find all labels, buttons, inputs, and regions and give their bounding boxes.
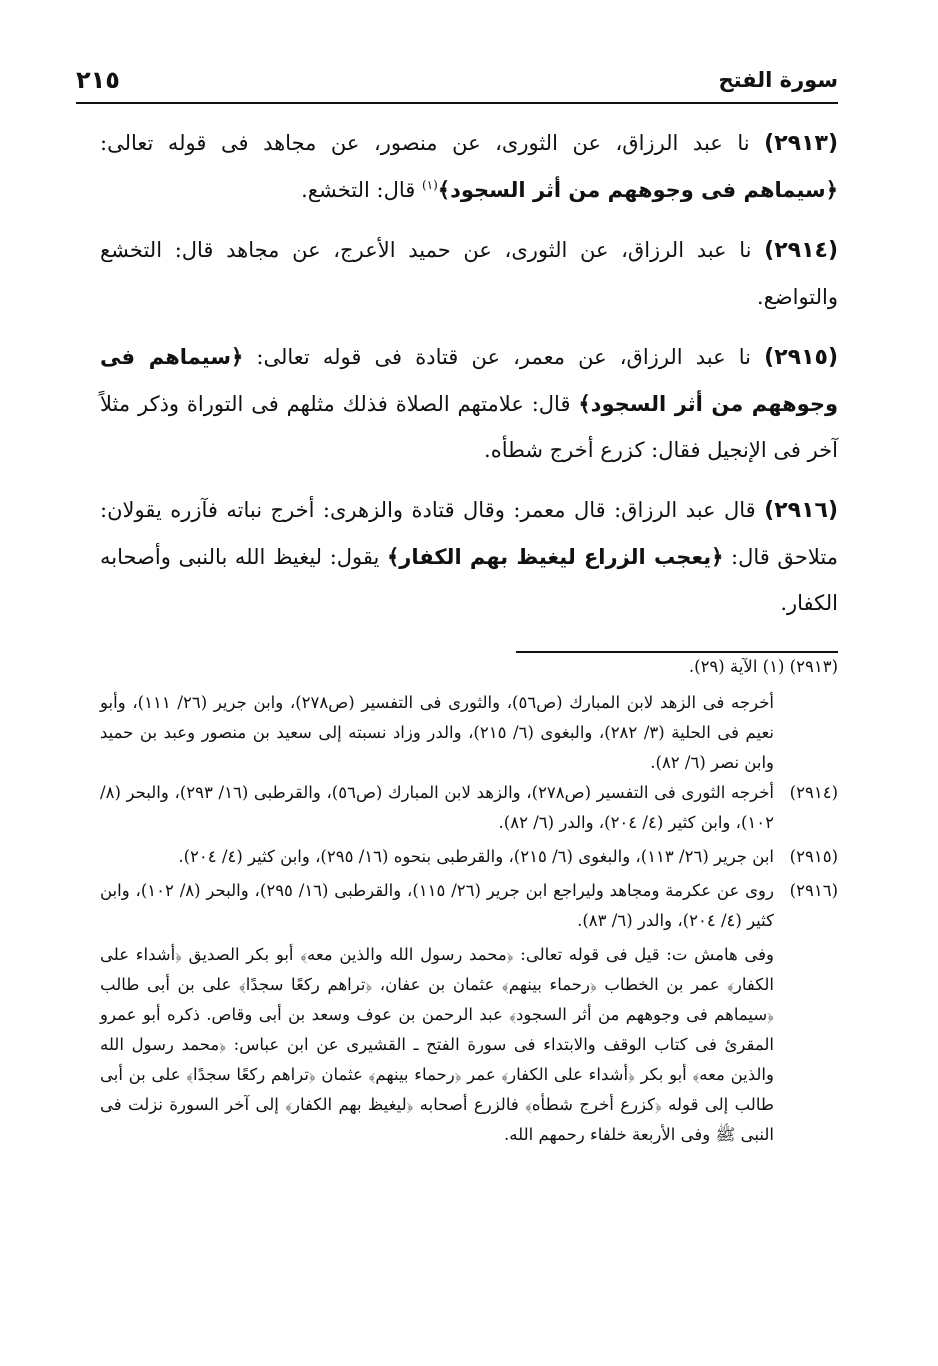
hadith-entry: [100, 487, 838, 626]
entry-text: قال عبد الرزاق: قال معمر: وقال قتادة والزهرى: أخرج نباته فآزره يقولان: متلاحق قال:: [100, 498, 838, 569]
entry-text: نا عبد الرزاق، عن الثورى، عن حميد الأعرج، عن مجاهد قال: التخشع والتواضع.: [100, 238, 838, 309]
entry-number: (٢٩١٥): [764, 345, 838, 370]
page-number: ٢١٥: [76, 66, 120, 94]
footnote-2915: [100, 842, 838, 872]
quran-quote: ﴿سيماهم فى وجوههم من أثر السجود﴾: [100, 345, 839, 416]
entry-text: نا عبد الرزاق، عن الثورى، عن منصور، عن مجاهد فى قوله تعالى:: [100, 131, 765, 155]
footnotes: [100, 652, 838, 1150]
margin-note: وفى هامش ت: قيل فى قوله تعالى: ﴿محمد رسول الله والذين معه﴾ أبو بكر الصديق ﴿أشداء على الكفار﴾ عمر بن الخطاب ﴿رحماء بينهم﴾ عثمان بن عفان، ﴿تراهم ركعًا سجدًا﴾ على بن أبى طالب ﴿سيماهم فى وجوههم من أثر السجود﴾ عبد الرحمن بن عوف وسعد بن أبى وقاص. ذكره أبو عمرو المقرئ فى كتاب الوقف والابتداء فى سورة الفتح ـ القشيرى عن ابن عباس: ﴿محمد رسول الله والذين معه﴾ أبو بكر ﴿أشداء على الكفار﴾ عمر ﴿رحماء بينهم﴾ عثمان ﴿تراهم ركعًا سجدًا﴾ على بن أبى طالب إلى قوله ﴿كزرع أخرج شطأه﴾ فالزرع أصحابه ﴿ليغيظ بهم الكفار﴾ إلى آخر السورة نزلت فى النبى ﷺ وفى الأربعة خلفاء رحمهم الله.: [100, 945, 774, 1144]
main-text: [100, 120, 838, 640]
entry-text: قال: علامتهم الصلاة فذلك مثلهم فى التوراة وذكر مثلاً آخر فى الإنجيل فقال: كزرع أخرج شطأه.: [100, 392, 838, 462]
footnote-number: (٢٩١٤): [789, 783, 838, 802]
entry-text: قال: التخشع.: [301, 178, 422, 202]
footnote-heading: (٢٩١٣) (١) الآية (٢٩).: [688, 657, 838, 676]
quran-quote: ﴿سيماهم فى وجوههم من أثر السجود﴾: [437, 178, 838, 202]
hadith-entry: [100, 227, 838, 320]
footnote-2914: [100, 778, 838, 838]
footnote-number: (٢٩١٥): [789, 847, 838, 866]
footnote-ref[interactable]: (١): [421, 178, 438, 192]
entry-text: نا عبد الرزاق، عن معمر، عن قتادة فى قوله تعالى:: [243, 345, 765, 369]
entry-text: يقول: ليغيظ الله بالنبى وأصحابه الكفار.: [100, 545, 838, 615]
footnote-2913: أخرجه فى الزهد لابن المبارك (ص٥٦)، والثورى فى التفسير (ص٢٧٨)، وابن جرير (٢٦/ ١١١)، وأبو نعيم فى الحلية (٣/ ٢٨٢)، والبغوى (٦/ ٢١٥)، والدر وزاد نسبته إلى سعيد بن منصور وعبد بن حميد وابن نصر (٦/ ٨٢).: [100, 693, 775, 772]
footnote-text: أخرجه الثورى فى التفسير (ص٢٧٨)، والزهد لابن المبارك (ص٥٦)، والقرطبى (١٦/ ٢٩٣)، والبحر (٨/ ١٠٢)، وابن كثير (٤/ ٢٠٤)، والدر (٦/ ٨٢).: [100, 783, 774, 832]
hadith-entry: [100, 120, 838, 213]
entry-number: (٢٩١٦): [764, 498, 838, 523]
entry-number: (٢٩١٣): [764, 131, 838, 156]
page-header: [76, 62, 838, 104]
surah-title: سورة الفتح: [718, 68, 838, 92]
quran-quote: ﴿يعجب الزراع ليغيظ بهم الكفار﴾: [386, 545, 724, 569]
entry-number: (٢٩١٤): [764, 238, 838, 263]
footnote-2916: [100, 876, 838, 936]
hadith-entry: [100, 334, 838, 473]
footnote-text: ابن جرير (٢٦/ ١١٣)، والبغوى (٦/ ٢١٥)، والقرطبى بنحوه (١٦/ ٢٩٥)، وابن كثير (٤/ ٢٠٤).: [178, 847, 774, 866]
footnote-number: (٢٩١٦): [789, 881, 838, 900]
footnote-text: روى عن عكرمة ومجاهد وليراجع ابن جرير (٢٦/ ١١٥)، والقرطبى (١٦/ ٢٩٥)، والبحر (٨/ ١٠٢)، وابن كثير (٤/ ٢٠٤)، والدر (٦/ ٨٣).: [100, 881, 774, 930]
